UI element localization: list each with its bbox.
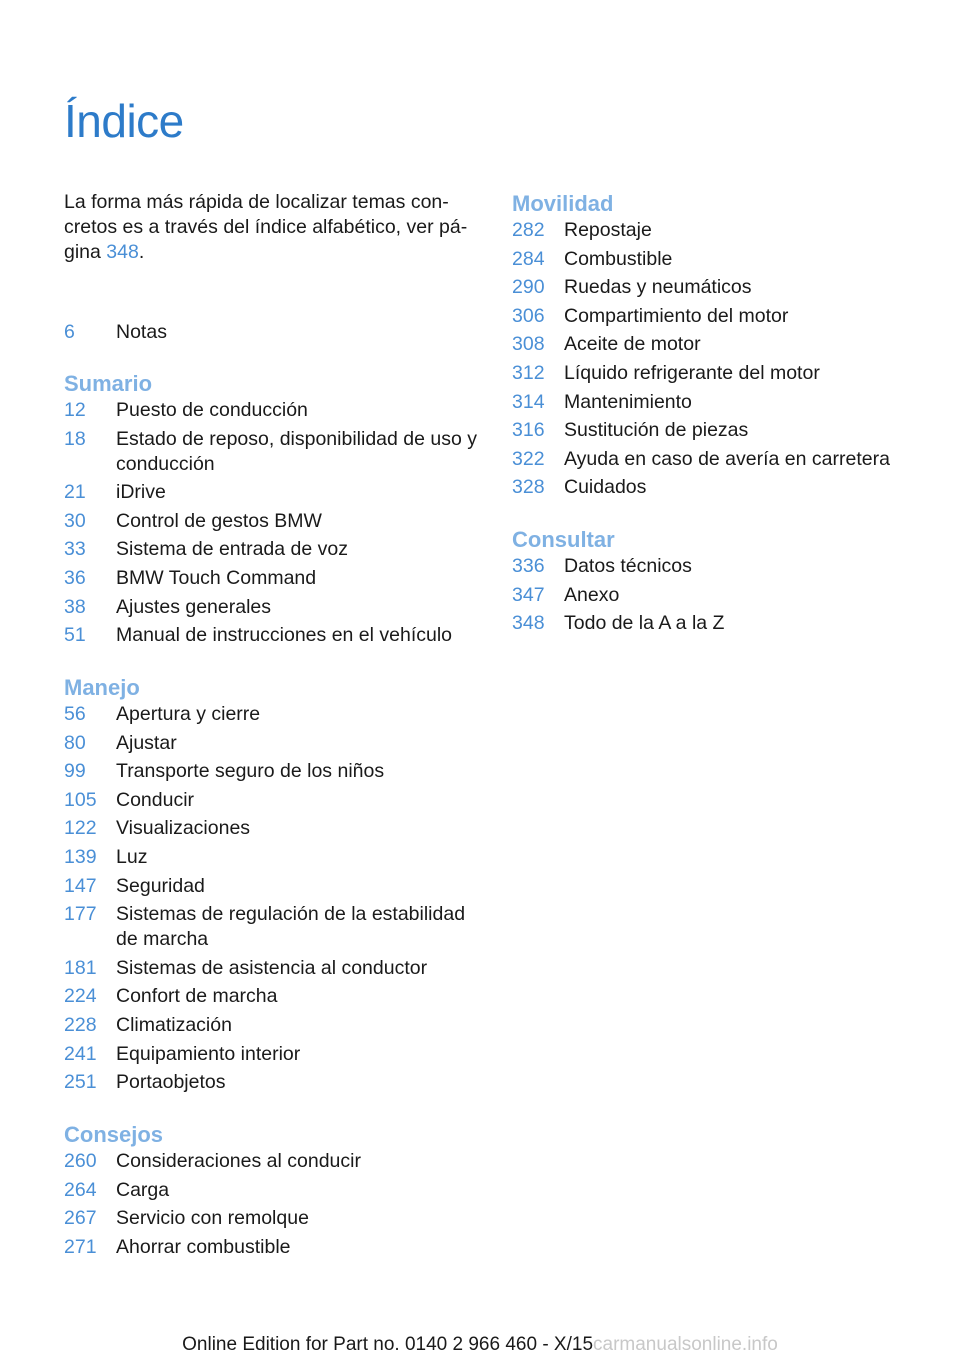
- toc-page-number[interactable]: 312: [512, 361, 545, 384]
- toc-entry-label[interactable]: Sistema de entrada de voz: [116, 538, 348, 561]
- toc-page-number[interactable]: 147: [64, 874, 97, 897]
- toc-entry-label[interactable]: iDrive: [116, 481, 166, 504]
- toc-entry[interactable]: [512, 418, 912, 447]
- edition-footer-text: Online Edition for Part no. 0140 2 966 460 - X/15: [182, 1334, 594, 1355]
- toc-page-number[interactable]: 306: [512, 304, 545, 327]
- intro-paragraph: [64, 190, 480, 265]
- toc-entry-label[interactable]: Todo de la A a la Z: [564, 612, 725, 635]
- toc-entry[interactable]: [512, 332, 912, 361]
- toc-entry-label[interactable]: Mantenimiento: [564, 390, 692, 413]
- toc-entry[interactable]: [64, 874, 484, 903]
- toc-entry[interactable]: [64, 1149, 484, 1178]
- toc-page-number[interactable]: 328: [512, 476, 545, 499]
- toc-page-number[interactable]: 122: [64, 817, 97, 840]
- toc-entry[interactable]: [64, 480, 484, 509]
- toc-entry-label[interactable]: Luz: [116, 845, 148, 868]
- page-title: Índice: [64, 95, 184, 147]
- toc-entry[interactable]: [64, 1206, 484, 1235]
- toc-entry-label[interactable]: Seguridad: [116, 874, 205, 897]
- toc-entry-label[interactable]: Carga: [116, 1178, 170, 1201]
- toc-section-consultar: [512, 526, 912, 640]
- toc-page-number[interactable]: 228: [64, 1013, 97, 1036]
- section-heading: Movilidad: [512, 191, 614, 216]
- toc-entry-label[interactable]: Transporte seguro de los niños: [116, 760, 385, 783]
- toc-entry-label[interactable]: Anexo: [564, 583, 620, 606]
- toc-entry[interactable]: [64, 595, 484, 624]
- toc-entry-label[interactable]: Confort de marcha: [116, 985, 278, 1008]
- toc-entry[interactable]: [64, 1070, 484, 1099]
- toc-page-number[interactable]: 30: [64, 509, 86, 532]
- toc-page-number[interactable]: 177: [64, 903, 97, 926]
- toc-entry[interactable]: [64, 398, 484, 427]
- toc-section-movilidad: [512, 190, 912, 504]
- toc-entry-label[interactable]: Equipamiento interior: [116, 1042, 301, 1065]
- toc-page-number[interactable]: 6: [64, 321, 75, 343]
- page-footer: [0, 1333, 960, 1357]
- toc-entry-label[interactable]: Consideraciones al conducir: [116, 1150, 361, 1172]
- toc-section-sumario: [64, 370, 484, 652]
- toc-entry-label[interactable]: Climatización: [116, 1013, 232, 1036]
- toc-entry-label[interactable]: Visualizaciones: [116, 817, 251, 840]
- toc-entry[interactable]: [64, 788, 484, 817]
- toc-entry-label[interactable]: Conducir: [116, 788, 195, 811]
- toc-page-number[interactable]: 21: [64, 481, 86, 504]
- toc-entry[interactable]: [512, 275, 912, 304]
- toc-page-number[interactable]: 251: [64, 1071, 97, 1094]
- toc-entry-label[interactable]: Sustitución de piezas: [564, 419, 749, 442]
- toc-page-number[interactable]: 36: [64, 566, 86, 589]
- toc-entry-label[interactable]: Repostaje: [564, 219, 652, 241]
- toc-page-number[interactable]: 347: [512, 583, 545, 606]
- toc-top-entry: [64, 320, 484, 349]
- toc-entry-label[interactable]: Puesto de conducción: [116, 399, 308, 421]
- toc-entry[interactable]: [512, 390, 912, 419]
- toc-entry-label[interactable]: Ahorrar combustible: [116, 1235, 291, 1258]
- toc-entry[interactable]: [64, 902, 484, 956]
- intro-text: La forma más rápida de localizar temas con-cretos es a través del índice alfabético, ver pá-gina: [64, 191, 468, 263]
- toc-entry-label[interactable]: Servicio con remolque: [116, 1207, 309, 1230]
- toc-page-number[interactable]: 314: [512, 390, 545, 413]
- toc-entry[interactable]: [512, 583, 912, 612]
- toc-entry-label[interactable]: Ajustar: [116, 731, 177, 754]
- toc-entry[interactable]: [64, 1178, 484, 1207]
- toc-entry-label[interactable]: Sistemas de asistencia al conductor: [116, 956, 428, 979]
- intro-end: .: [138, 241, 145, 263]
- toc-page-number[interactable]: 267: [64, 1207, 97, 1230]
- toc-page-number[interactable]: 224: [64, 985, 97, 1008]
- toc-entry-label[interactable]: Aceite de motor: [564, 333, 701, 356]
- section-heading: Sumario: [64, 371, 153, 396]
- toc-entry[interactable]: [512, 218, 912, 247]
- toc-page-number[interactable]: 260: [64, 1150, 97, 1172]
- toc-page-number[interactable]: 241: [64, 1042, 97, 1065]
- toc-entry[interactable]: [512, 554, 912, 583]
- toc-page-number[interactable]: 51: [64, 624, 86, 647]
- toc-entry[interactable]: [64, 537, 484, 566]
- section-heading: Consultar: [512, 527, 615, 552]
- toc-page-number[interactable]: 264: [64, 1178, 97, 1201]
- toc-entry-label[interactable]: Compartimiento del motor: [564, 304, 789, 327]
- toc-entry-label[interactable]: BMW Touch Command: [116, 566, 317, 589]
- toc-page-number[interactable]: 284: [512, 247, 545, 270]
- toc-entry[interactable]: [64, 427, 484, 481]
- toc-page-number[interactable]: 271: [64, 1235, 97, 1258]
- toc-page-number[interactable]: 105: [64, 788, 97, 811]
- toc-page-number[interactable]: 38: [64, 595, 86, 618]
- toc-page-number[interactable]: 18: [64, 427, 86, 450]
- section-heading: Manejo: [64, 675, 140, 700]
- toc-entry[interactable]: [64, 984, 484, 1013]
- toc-entry[interactable]: [64, 509, 484, 538]
- toc-entry[interactable]: [64, 816, 484, 845]
- toc-section-manejo: [64, 674, 484, 1099]
- toc-entry[interactable]: [64, 566, 484, 595]
- toc-entry[interactable]: [64, 320, 484, 349]
- toc-page-number[interactable]: 181: [64, 956, 97, 979]
- toc-entry[interactable]: [64, 1235, 484, 1264]
- toc-page-number[interactable]: 290: [512, 276, 545, 299]
- toc-page-number[interactable]: 322: [512, 447, 545, 470]
- toc-entry-label[interactable]: Control de gestos BMW: [116, 509, 322, 532]
- toc-entry[interactable]: [512, 304, 912, 333]
- toc-page-number[interactable]: 33: [64, 538, 86, 561]
- toc-entry-label[interactable]: Manual de instrucciones en el vehículo: [116, 624, 453, 647]
- toc-page-number[interactable]: 316: [512, 419, 545, 442]
- toc-page-number[interactable]: 99: [64, 760, 86, 783]
- toc-page-number[interactable]: 12: [64, 399, 86, 421]
- toc-entry-label[interactable]: Combustible: [564, 247, 673, 270]
- toc-page-number[interactable]: 308: [512, 333, 545, 356]
- toc-entry-label[interactable]: Notas: [116, 321, 167, 343]
- toc-entry[interactable]: [64, 956, 484, 985]
- toc-entry[interactable]: [512, 611, 912, 640]
- toc-entry[interactable]: [64, 731, 484, 760]
- toc-entry-label[interactable]: Estado de reposo, disponibilidad de uso y conducción: [116, 427, 477, 475]
- toc-entry-label[interactable]: Ruedas y neumáticos: [564, 276, 752, 299]
- toc-entry-label[interactable]: Cuidados: [564, 476, 647, 499]
- toc-entry[interactable]: [512, 361, 912, 390]
- toc-entry[interactable]: [512, 447, 912, 476]
- watermark: carmanualsonline.info: [593, 1334, 778, 1355]
- toc-entry-label[interactable]: Datos técnicos: [564, 555, 692, 577]
- toc-entry[interactable]: [64, 759, 484, 788]
- toc-entry-label[interactable]: Ajustes generales: [116, 595, 272, 618]
- section-heading: Consejos: [64, 1122, 164, 1147]
- toc-entry-label[interactable]: Ayuda en caso de avería en carretera: [564, 447, 890, 470]
- toc-page-number[interactable]: 336: [512, 555, 545, 577]
- toc-page-number[interactable]: 80: [64, 731, 86, 754]
- toc-entry[interactable]: [64, 623, 484, 652]
- toc-section-consejos: [64, 1121, 484, 1263]
- toc-page-number[interactable]: 56: [64, 703, 86, 725]
- toc-entry[interactable]: [512, 475, 912, 504]
- toc-entry-label[interactable]: Apertura y cierre: [116, 703, 261, 725]
- toc-page-number[interactable]: 282: [512, 219, 545, 241]
- toc-entry[interactable]: [64, 702, 484, 731]
- toc-entry-label[interactable]: Líquido refrigerante del motor: [564, 361, 820, 384]
- toc-entry[interactable]: [64, 845, 484, 874]
- toc-entry-label[interactable]: Portaobjetos: [116, 1071, 226, 1094]
- toc-entry[interactable]: [64, 1042, 484, 1071]
- toc-entry[interactable]: [512, 247, 912, 276]
- alphabetical-index-link[interactable]: 348: [106, 241, 139, 263]
- toc-entry[interactable]: [64, 1013, 484, 1042]
- toc-page-number[interactable]: 139: [64, 845, 97, 868]
- toc-entry-label[interactable]: Sistemas de regulación de la estabilidad de marcha: [116, 903, 466, 951]
- toc-page-number[interactable]: 348: [512, 612, 545, 635]
